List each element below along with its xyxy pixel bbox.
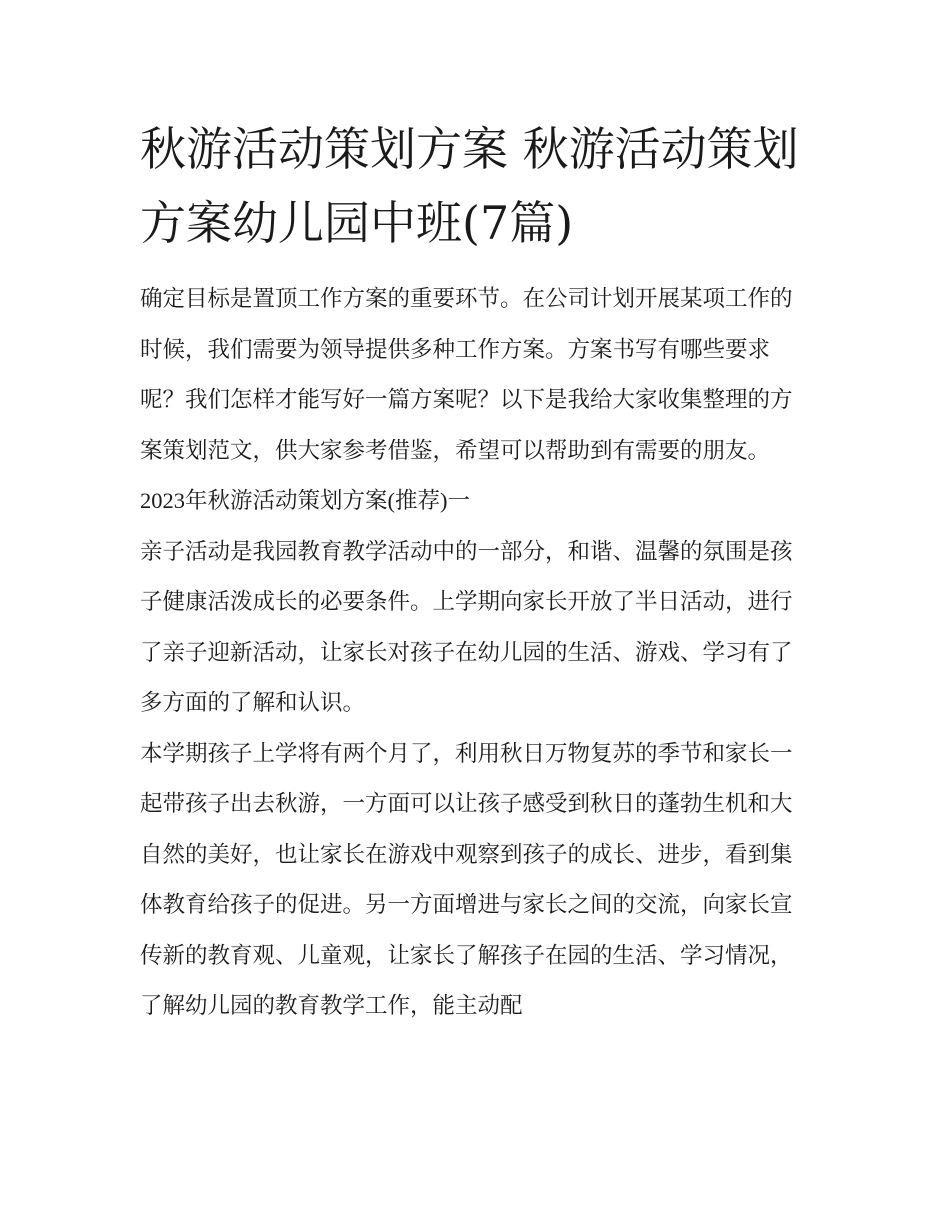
document-title: 秋游活动策划方案 秋游活动策划方案幼儿园中班(7篇) — [140, 122, 799, 250]
body-paragraph: 亲子活动是我园教育教学活动中的一部分，和谐、温馨的氛围是孩子健康活泼成长的必要条件。上学期向家长开放了半日活动，进行了亲子迎新活动，让家长对孩子在幼儿园的生活、游戏、学习有了多方面的了解和认识。 — [140, 538, 793, 716]
section-heading: 2023年秋游活动策划方案(推荐)一 — [140, 488, 470, 513]
intro-paragraph: 确定目标是置顶工作方案的重要环节。在公司计划开展某项工作的时候，我们需要为领导提供多种工作方案。方案书写有哪些要求呢？我们怎样才能写好一篇方案呢？以下是我给大家收集整理的方案策划范文，供大家参考借鉴，希望可以帮助到有需要的朋友。 — [140, 286, 793, 464]
document-body — [140, 274, 812, 1032]
body-paragraph: 本学期孩子上学将有两个月了，利用秋日万物复苏的季节和家长一起带孩子出去秋游，一方面可以让孩子感受到秋日的蓬勃生机和大自然的美好，也让家长在游戏中观察到孩子的成长、进步，看到集体教育给孩子的促进。另一方面增进与家长之间的交流，向家长宣传新的教育观、儿童观，让家长了解孩子在园的生活、学习情况，了解幼儿园的教育教学工作，能主动配 — [140, 740, 793, 1019]
document-page — [140, 112, 812, 1032]
